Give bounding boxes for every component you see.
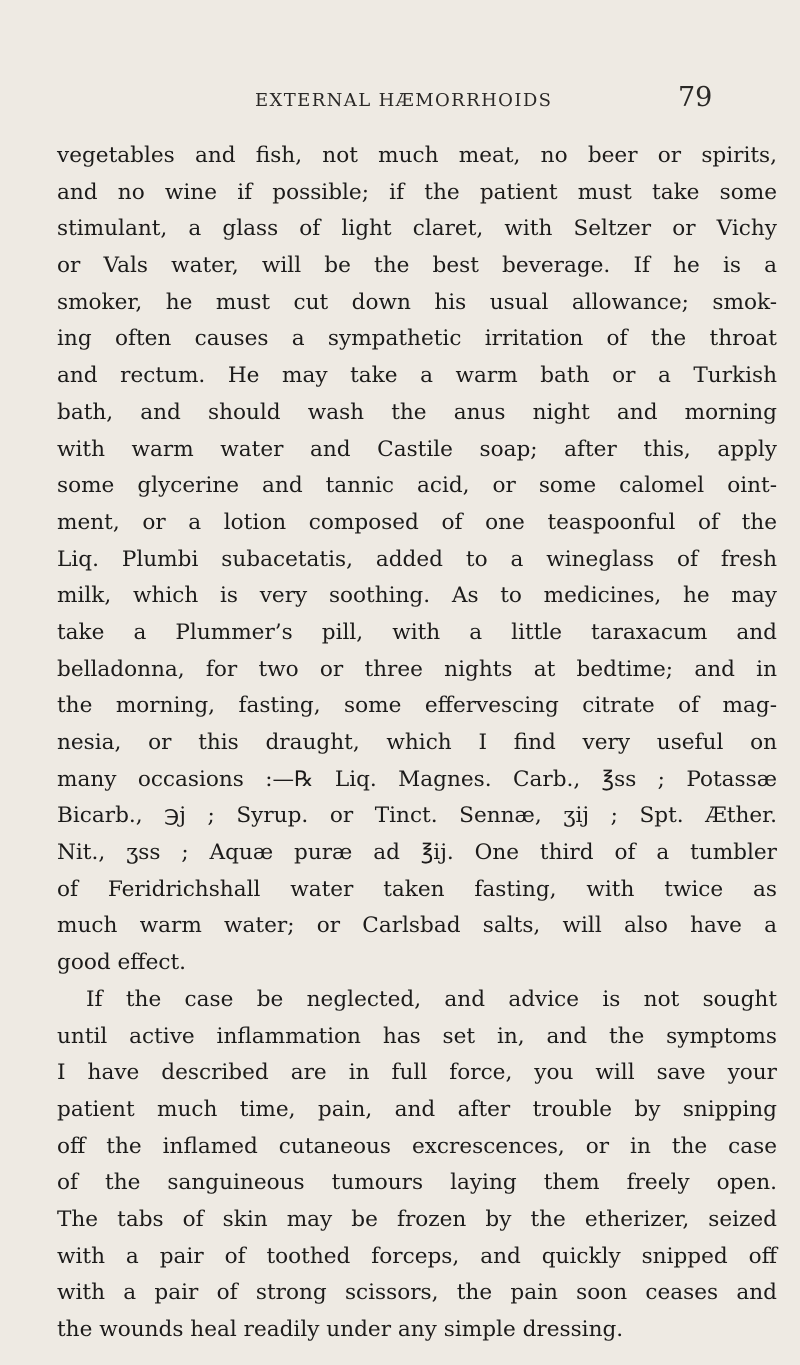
text-line: off the inflamed cutaneous excrescences, or in the case xyxy=(57,1133,777,1159)
text-line: many occasions :—℞ Liq. Magnes. Carb., ℥ss ; Potassæ xyxy=(57,766,777,792)
text-line: The tabs of skin may be frozen by the etherizer, seized xyxy=(57,1206,777,1232)
text-line: milk, which is very soothing. As to medicines, he may xyxy=(57,583,777,609)
text-line: ment, or a lotion composed of one teaspoonful of the xyxy=(57,509,777,535)
text-line: Liq. Plumbi subacetatis, added to a wineglass of fresh xyxy=(57,546,777,572)
text-line: with warm water and Castile soap; after this, apply xyxy=(57,436,777,462)
text-line: stimulant, a glass of light claret, with Seltzer or Vichy xyxy=(57,216,777,242)
text-line: until active inflammation has set in, and the symptoms xyxy=(57,1023,777,1049)
text-line: smoker, he must cut down his usual allowance; smok- xyxy=(57,289,777,315)
text-line: belladonna, for two or three nights at bedtime; and in xyxy=(57,656,777,682)
text-line: nesia, or this draught, which I find very useful on xyxy=(57,730,777,755)
text-line: good effect. xyxy=(57,950,187,976)
text-line: or Vals water, will be the best beverage. If he is a xyxy=(57,253,777,279)
text-line: the wounds heal readily under any simple dressing. xyxy=(57,1317,624,1342)
text-line: Nit., ʒss ; Aquæ puræ ad ℥ij. One third of a tumbler xyxy=(57,840,777,866)
text-line: of the sanguineous tumours laying them freely open. xyxy=(57,1170,777,1196)
text-line: of Feridrichshall water taken fasting, with twice as xyxy=(57,876,777,902)
text-line: some glycerine and tannic acid, or some calomel oint- xyxy=(57,473,777,499)
text-line: and no wine if possible; if the patient must take some xyxy=(57,179,777,205)
body-text xyxy=(57,138,777,1349)
text-line: patient much time, pain, and after trouble by snipping xyxy=(57,1096,777,1122)
text-line: the morning, fasting, some effervescing citrate of mag- xyxy=(57,693,777,719)
text-line: with a pair of toothed forceps, and quickly snipped off xyxy=(57,1243,777,1269)
text-line: Bicarb., ℈j ; Syrup. or Tinct. Sennæ, ʒij ; Spt. Æther. xyxy=(57,803,777,829)
paragraph-2 xyxy=(57,982,777,1349)
text-line: and rectum. He may take a warm bath or a Turkish xyxy=(57,363,777,389)
text-line: I have described are in full force, you will save your xyxy=(57,1060,777,1086)
text-line: ing often causes a sympathetic irritation of the throat xyxy=(57,326,777,352)
text-line: take a Plummer’s pill, with a little taraxacum and xyxy=(57,619,777,645)
text-line: with a pair of strong scissors, the pain soon ceases and xyxy=(57,1280,777,1306)
text-line: much warm water; or Carlsbad salts, will also have a xyxy=(57,913,777,939)
text-line: If the case be neglected, and advice is not sought xyxy=(86,986,777,1012)
text-line: vegetables and fish, not much meat, no beer or spirits, xyxy=(57,143,777,168)
text-line: bath, and should wash the anus night and morning xyxy=(57,399,777,425)
paragraph-1 xyxy=(57,138,777,982)
running-title: EXTERNAL HÆMORRHOIDS xyxy=(255,90,553,111)
page-number: 79 xyxy=(678,82,713,113)
running-header xyxy=(0,82,800,120)
